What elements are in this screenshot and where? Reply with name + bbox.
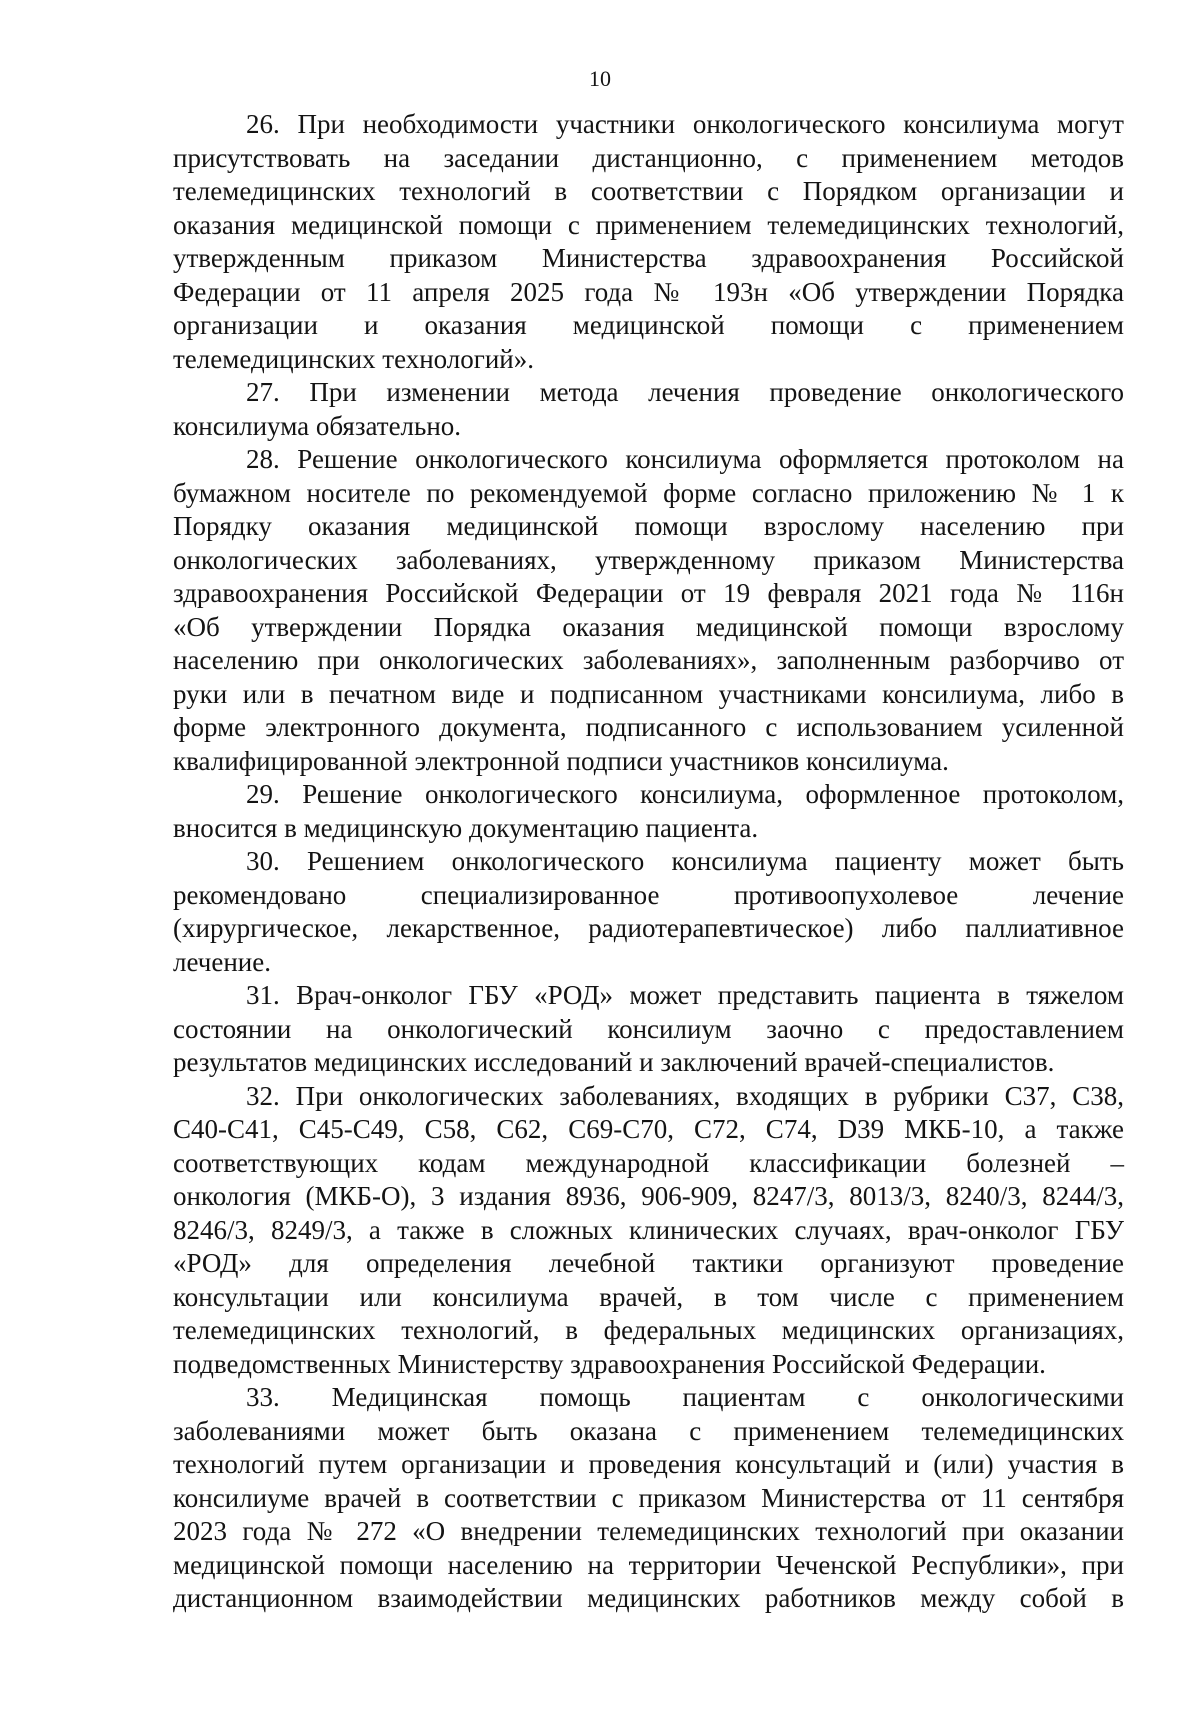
text-line: «Об утверждении Порядка оказания медицинской помощи взрослому <box>173 611 1124 642</box>
text-line: консилиуме врачей в соответствии с приказом Министерства от 11 сентября <box>173 1482 1124 1513</box>
text-line: телемедицинских технологий». <box>173 343 535 374</box>
page-number: 10 <box>589 66 611 91</box>
text-line: технологий путем организации и проведения консультаций и (или) участия в <box>173 1449 1124 1479</box>
paragraph-32 <box>173 1080 1124 1382</box>
text-line: Федерации от 11 апреля 2025 года № 193н «Об утверждении Порядка <box>173 276 1124 307</box>
text-line: результатов медицинских исследований и заключений врачей-специалистов. <box>173 1047 1055 1077</box>
text-line: заболеваниями может быть оказана с применением телемедицинских <box>173 1415 1124 1446</box>
document-body <box>173 108 1124 1616</box>
text-line: руки или в печатном виде и подписанном участниками консилиума, либо в <box>173 678 1124 709</box>
text-line: 29. Решение онкологического консилиума, оформленное протоколом, <box>246 779 1124 809</box>
text-line: квалифицированной электронной подписи участников консилиума. <box>173 745 949 776</box>
text-line: бумажном носителе по рекомендуемой форме согласно приложению № 1 к <box>173 477 1124 508</box>
text-line: подведомственных Министерству здравоохранения Российской Федерации. <box>173 1348 1046 1379</box>
text-line: 28. Решение онкологического консилиума оформляется протоколом на <box>246 444 1124 474</box>
text-line: 30. Решением онкологического консилиума пациенту может быть <box>246 846 1124 876</box>
text-line: здравоохранения Российской Федерации от 19 февраля 2021 года № 116н <box>173 578 1124 608</box>
text-line: оказания медицинской помощи с применением телемедицинских технологий, <box>173 209 1124 240</box>
paragraph-33 <box>173 1381 1124 1616</box>
text-line: 32. При онкологических заболеваниях, входящих в рубрики С37, С38, <box>246 1080 1124 1111</box>
text-line: утвержденным приказом Министерства здравоохранения Российской <box>173 243 1124 273</box>
text-line: 27. При изменении метода лечения проведение онкологического <box>246 377 1124 407</box>
text-line: медицинской помощи населению на территории Чеченской Республики», при <box>173 1549 1124 1580</box>
text-line: 31. Врач-онколог ГБУ «РОД» может представить пациента в тяжелом <box>246 980 1124 1010</box>
text-line: С40-С41, С45-С49, С58, С62, С69-С70, С72, С74, D39 МКБ-10, а также <box>173 1114 1124 1144</box>
text-line: форме электронного документа, подписанного с использованием усиленной <box>173 712 1124 742</box>
paragraph-30 <box>173 845 1124 979</box>
text-line: телемедицинских технологий в соответствии с Порядком организации и <box>173 176 1124 206</box>
text-line: 33. Медицинская помощь пациентам с онкологическими <box>246 1382 1124 1412</box>
text-line: консультации или консилиума врачей, в том числе с применением <box>173 1281 1124 1312</box>
text-line: онкологических заболеваниях, утвержденному приказом Министерства <box>173 544 1124 575</box>
paragraph-31 <box>173 979 1124 1080</box>
text-line: лечение. <box>173 946 271 977</box>
text-line: вносится в медицинскую документацию пациента. <box>173 812 759 843</box>
text-line: телемедицинских технологий, в федеральных медицинских организациях, <box>173 1315 1124 1345</box>
text-line: населению при онкологических заболеваниях», заполненным разборчиво от <box>173 645 1124 675</box>
paragraph-29 <box>173 778 1124 845</box>
paragraph-27 <box>173 376 1124 443</box>
text-line: 2023 года № 272 «О внедрении телемедицинских технологий при оказании <box>173 1516 1124 1546</box>
text-line: 8246/3, 8249/3, а также в сложных клинических случаях, врач-онколог ГБУ <box>173 1214 1124 1245</box>
text-line: организации и оказания медицинской помощи с применением <box>173 310 1124 340</box>
text-line: консилиума обязательно. <box>173 410 462 441</box>
text-line: «РОД» для определения лечебной тактики организуют проведение <box>173 1248 1124 1278</box>
paragraph-26 <box>173 108 1124 376</box>
text-line: присутствовать на заседании дистанционно, с применением методов <box>173 142 1124 173</box>
text-line: соответствующих кодам международной классификации болезней – <box>173 1147 1124 1178</box>
text-line: (хирургическое, лекарственное, радиотерапевтическое) либо паллиативное <box>173 913 1124 943</box>
text-line: состоянии на онкологический консилиум заочно с предоставлением <box>173 1013 1124 1044</box>
text-line: 26. При необходимости участники онкологического консилиума могут <box>246 109 1124 139</box>
text-line: Порядку оказания медицинской помощи взрослому населению при <box>173 511 1124 541</box>
text-line: онкология (МКБ-О), 3 издания 8936, 906-909, 8247/3, 8013/3, 8240/3, 8244/3, <box>173 1181 1124 1211</box>
text-line: дистанционном взаимодействии медицинских работников между собой в <box>173 1583 1124 1613</box>
text-line: рекомендовано специализированное противоопухолевое лечение <box>173 879 1124 910</box>
paragraph-28 <box>173 443 1124 778</box>
